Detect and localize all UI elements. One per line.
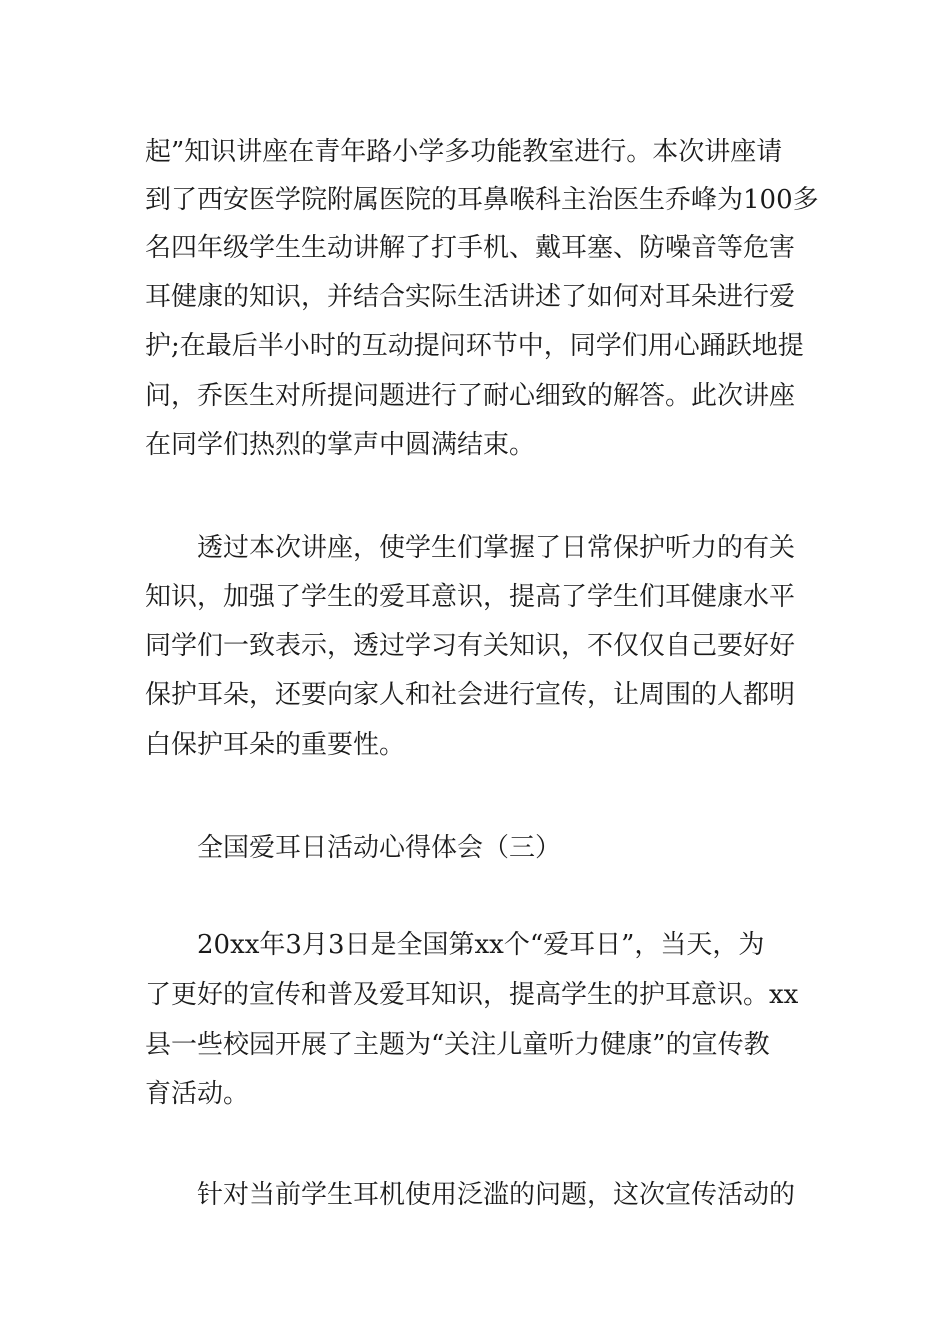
section-heading: 全国爱耳日活动心得体会（三） bbox=[197, 833, 562, 863]
paragraph-4-line-1: 针对当前学生耳机使用泛滥的问题，这次宣传活动的 bbox=[197, 1180, 796, 1210]
paragraph-1-line-2: 到了西安医学院附属医院的耳鼻喉科主治医生乔峰为100多 bbox=[145, 185, 819, 215]
paragraph-1-line-7: 在同学们热烈的掌声中圆满结束。 bbox=[145, 430, 536, 460]
paragraph-3-line-3: 县一些校园开展了主题为“关注儿童听力健康”的宣传教 bbox=[145, 1030, 770, 1060]
paragraph-2-line-3: 同学们一致表示，透过学习有关知识，不仅仅自己要好好 bbox=[145, 631, 796, 661]
paragraph-2-line-5: 白保护耳朵的重要性。 bbox=[145, 730, 406, 760]
paragraph-2-line-1: 透过本次讲座，使学生们掌握了日常保护听力的有关 bbox=[197, 533, 796, 563]
paragraph-3-line-2: 了更好的宣传和普及爱耳知识，提高学生的护耳意识。xx bbox=[145, 980, 799, 1010]
paragraph-1-line-1: 起”知识讲座在青年路小学多功能教室进行。本次讲座请 bbox=[145, 137, 783, 167]
paragraph-2-line-2: 知识，加强了学生的爱耳意识，提高了学生们耳健康水平 bbox=[145, 582, 796, 612]
paragraph-1-line-5: 护;在最后半小时的互动提问环节中，同学们用心踊跃地提 bbox=[145, 331, 804, 361]
paragraph-3-line-4: 育活动。 bbox=[145, 1079, 250, 1109]
paragraph-1-line-6: 问，乔医生对所提问题进行了耐心细致的解答。此次讲座 bbox=[145, 381, 796, 411]
paragraph-2-line-4: 保护耳朵，还要向家人和社会进行宣传，让周围的人都明 bbox=[145, 680, 796, 710]
paragraph-1-line-3: 名四年级学生生动讲解了打手机、戴耳塞、防噪音等危害 bbox=[145, 233, 796, 263]
paragraph-1-line-4: 耳健康的知识，并结合实际生活讲述了如何对耳朵进行爱 bbox=[145, 282, 796, 312]
paragraph-3-line-1: 20xx年3月3日是全国第xx个“爱耳日”，当天，为 bbox=[197, 930, 765, 960]
